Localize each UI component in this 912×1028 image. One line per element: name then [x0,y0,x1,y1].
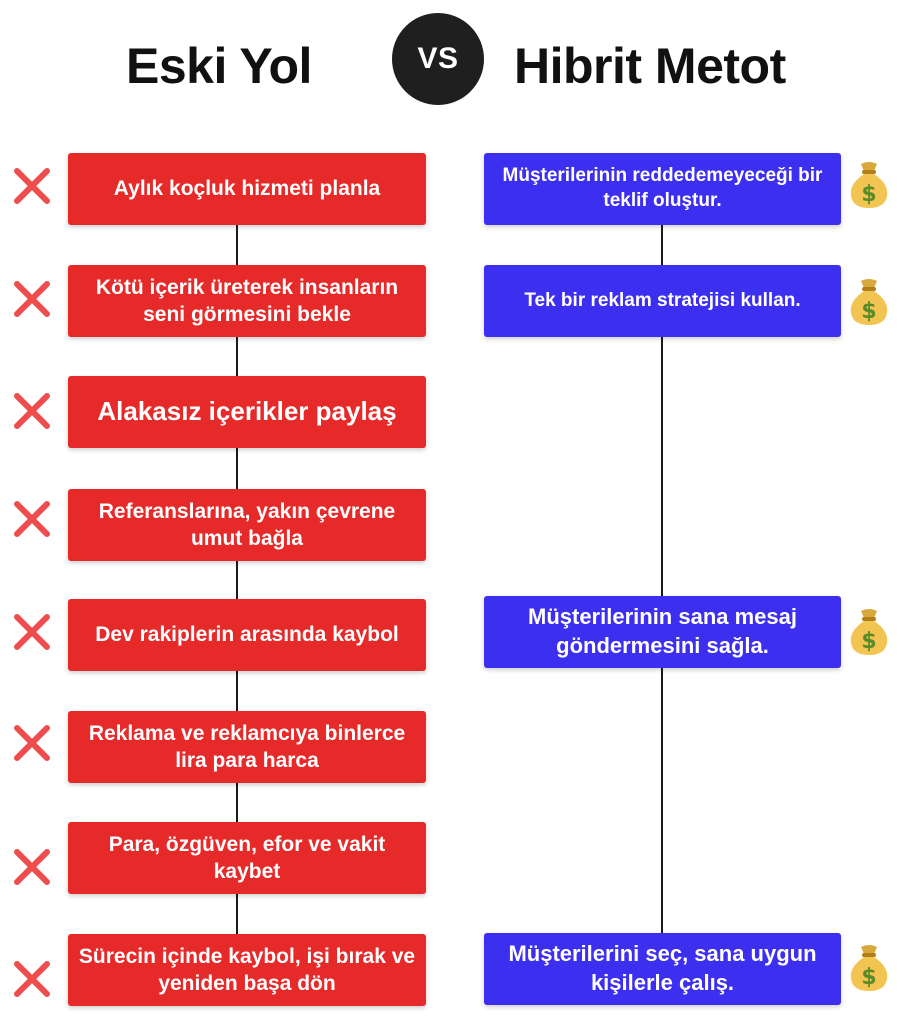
left-title: Eski Yol [126,38,312,94]
money-bag-icon [846,605,892,657]
svg-text:$: $ [861,965,877,990]
hybrid-step-1: Müşterilerinin reddedemeyeceği bir teklif oluştur. [484,153,841,225]
x-mark-icon [10,957,54,1001]
old-way-step-3: Alakasız içerikler paylaş [68,376,426,448]
old-way-step-2: Kötü içerik üreterek insanların seni görmesini bekle [68,265,426,337]
x-mark-icon [10,610,54,654]
old-way-step-1: Aylık koçluk hizmeti planla [68,153,426,225]
hybrid-step-4: Müşterilerini seç, sana uygun kişilerle çalış. [484,933,841,1005]
x-mark-icon [10,389,54,433]
hybrid-step-2: Tek bir reklam stratejisi kullan. [484,265,841,337]
x-mark-icon [10,277,54,321]
money-bag-icon [846,158,892,210]
old-way-step-5: Dev rakiplerin arasında kaybol [68,599,426,671]
old-way-step-7: Para, özgüven, efor ve vakit kaybet [68,822,426,894]
svg-text:$: $ [861,182,877,207]
svg-text:$: $ [861,299,877,324]
x-mark-icon [10,164,54,208]
old-way-step-6: Reklama ve reklamcıya binlerce lira para harca [68,711,426,783]
money-bag-icon [846,275,892,327]
money-bag-icon [846,941,892,993]
x-mark-icon [10,497,54,541]
svg-text:$: $ [861,629,877,654]
vs-badge: VS [392,13,484,105]
old-way-step-4: Referanslarına, yakın çevrene umut bağla [68,489,426,561]
x-mark-icon [10,845,54,889]
x-mark-icon [10,721,54,765]
hybrid-step-3: Müşterilerinin sana mesaj göndermesini sağla. [484,596,841,668]
old-way-step-8: Sürecin içinde kaybol, işi bırak ve yeniden başa dön [68,934,426,1006]
right-title: Hibrit Metot [514,38,786,94]
